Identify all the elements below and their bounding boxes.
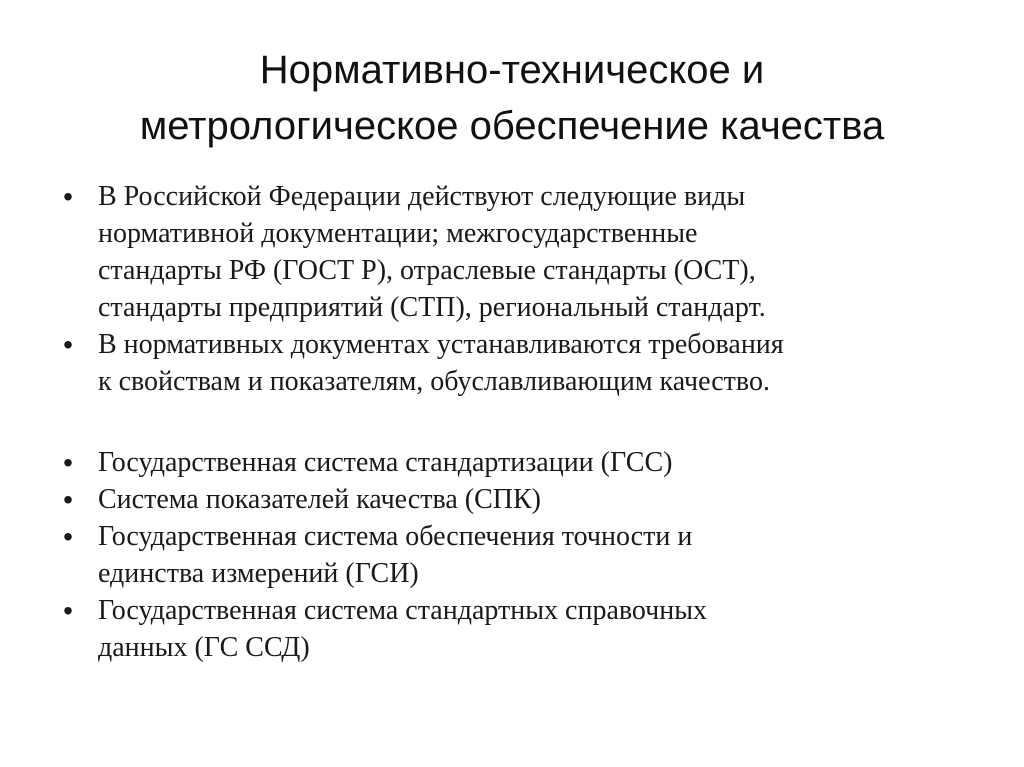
bullet-text-line: стандарты РФ (ГОСТ Р), отраслевые стандарты (ОСТ), (98, 255, 756, 286)
bullet-item-gs-ssd (58, 592, 958, 666)
bullet-point-icon: • (63, 521, 73, 552)
bullet-text-line: данных (ГС ССД) (98, 632, 310, 663)
bullet-text-line: В нормативных документах устанавливаются требования (98, 329, 784, 360)
bullet-point-icon: • (63, 181, 73, 212)
bullet-text-line: к свойствам и показателям, обуславливающим качество. (98, 366, 770, 397)
slide-title (0, 42, 1024, 154)
bullet-text-line: стандарты предприятий (СТП), региональный стандарт. (98, 292, 766, 323)
bullet-text-line: Государственная система обеспечения точности и (98, 521, 693, 552)
bullet-item-gss (58, 444, 958, 481)
bullet-text-line: Государственная система стандартных справочных (98, 595, 708, 626)
bullet-point-icon: • (63, 329, 73, 360)
bullet-item-normative-documents (58, 178, 958, 326)
bullet-text-line: В Российской Федерации действуют следующие виды (98, 181, 746, 212)
bullet-text-line: Система показателей качества (СПК) (98, 484, 541, 515)
slide-title-line: метрологическое обеспечение качества (139, 104, 885, 148)
bullet-list (58, 178, 958, 666)
slide-title-line: Нормативно-техническое и (259, 48, 765, 92)
bullet-point-icon: • (63, 447, 73, 478)
bullet-item-gsi (58, 518, 958, 592)
bullet-item-spk (58, 481, 958, 518)
bullet-item-requirements (58, 326, 958, 400)
bullet-text-line: Государственная система стандартизации (ГСС) (98, 447, 673, 478)
bullet-text-line: нормативной документации; межгосударственные (98, 218, 698, 249)
bullet-point-icon: • (63, 595, 73, 626)
bullet-point-icon: • (63, 484, 73, 515)
bullet-text-line: единства измерений (ГСИ) (98, 558, 419, 589)
